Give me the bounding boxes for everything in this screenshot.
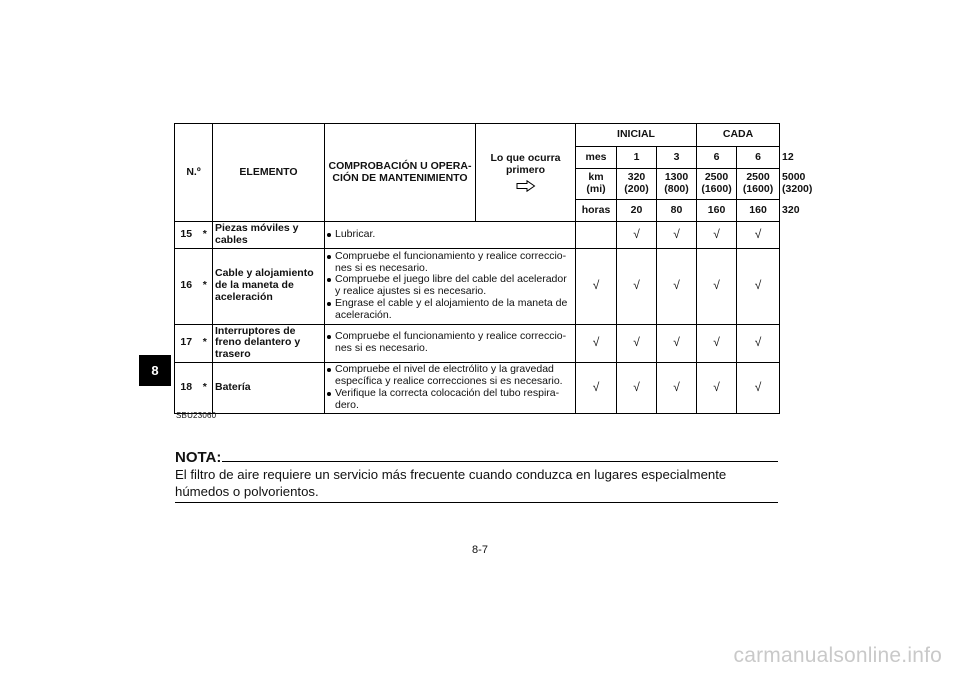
maintenance-table [174,123,813,414]
header-element: ELEMENTO [213,124,325,222]
right-arrow-icon [516,180,536,192]
header-every: CADA [697,124,780,147]
check-cell [576,222,617,249]
check-cell: √ [737,324,780,362]
item-actions [325,222,576,249]
table-row [175,362,780,413]
note-divider-top [222,461,778,462]
table-row [175,248,780,324]
km-value: 2500 (1600) [737,169,780,200]
check-cell: √ [657,222,697,249]
item-actions [325,248,576,324]
action-item: Verifique la correcta colocación del tubo respira-dero. [327,388,573,412]
action-item: Engrase el cable y el alojamiento de la maneta de aceleración. [327,298,573,322]
header-row-1 [175,124,780,147]
check-cell: √ [697,362,737,413]
horas-label: horas [576,200,617,222]
check-cell: √ [697,248,737,324]
document-code: SBU23060 [176,411,217,420]
mes-value: 1 [617,147,657,169]
check-cell: √ [617,362,657,413]
horas-value: 160 [737,200,780,222]
check-cell: √ [617,248,657,324]
note-text: El filtro de aire requiere un servicio más frecuente cuando conduzca en lugares especialmente húmedos o polvorientos. [175,467,727,499]
action-item: Compruebe el juego libre del cable del acelerador y realice ajustes si es necesario. [327,274,573,298]
item-number: 16 [175,248,198,324]
check-cell: √ [737,248,780,324]
km-value: 2500 (1600) [697,169,737,200]
table-row [175,324,780,362]
page-number: 8-7 [472,544,488,556]
item-actions [325,362,576,413]
action-item: Compruebe el nivel de electrólito y la gravedad específica y realice correcciones si es necesario. [327,364,573,388]
item-element: Batería [213,362,325,413]
km-value: 1300 (800) [657,169,697,200]
star-mark: * [198,362,213,413]
item-element: Interruptores de freno delantero y trasero [213,324,325,362]
check-cell: √ [697,324,737,362]
item-number: 15 [175,222,198,249]
mes-value: 6 [737,147,780,169]
km-value: 320 (200) [617,169,657,200]
check-cell: √ [657,324,697,362]
horas-value: 80 [657,200,697,222]
check-cell: √ [576,362,617,413]
action-item: Compruebe el funcionamiento y realice correccio-nes si es necesario. [327,331,573,355]
action-item: Lubricar. [327,229,573,241]
star-mark: * [198,222,213,249]
star-mark: * [198,248,213,324]
watermark: carmanualsonline.info [733,644,942,667]
horas-value: 20 [617,200,657,222]
check-cell: √ [737,362,780,413]
km-label: km (mi) [576,169,617,200]
check-cell: √ [617,324,657,362]
header-first-label: Lo que ocurra primero [490,152,561,176]
check-cell: √ [576,248,617,324]
check-cell: √ [737,222,780,249]
mes-label: mes [576,147,617,169]
star-mark: * [198,324,213,362]
header-row-km: km (mi) 320 (200) 1300 (800) 2500 (1600) 2500 (1600) 5000 (3200) [175,169,780,200]
header-first [476,124,576,222]
header-check: COMPROBACIÓN U OPERA-CIÓN DE MANTENIMIENTO [325,124,476,222]
item-element: Cable y alojamiento de la maneta de aceleración [213,248,325,324]
check-cell: √ [576,324,617,362]
action-item: Compruebe el funcionamiento y realice correccio-nes si es necesario. [327,251,573,275]
item-number: 18 [175,362,198,413]
check-cell: √ [697,222,737,249]
table-row [175,222,780,249]
header-row-mes: mes 1 3 6 6 12 [175,147,780,169]
header-initial: INICIAL [576,124,697,147]
header-row-horas: horas 20 80 160 160 320 [175,200,780,222]
item-number: 17 [175,324,198,362]
note-divider-bottom [175,502,778,503]
mes-value: 3 [657,147,697,169]
chapter-tab: 8 [139,355,171,386]
horas-value: 160 [697,200,737,222]
note-title: NOTA: [175,449,222,466]
item-actions [325,324,576,362]
header-no: N.º [175,124,213,222]
item-element: Piezas móviles y cables [213,222,325,249]
check-cell: √ [657,248,697,324]
check-cell: √ [657,362,697,413]
mes-value: 6 [697,147,737,169]
check-cell: √ [617,222,657,249]
